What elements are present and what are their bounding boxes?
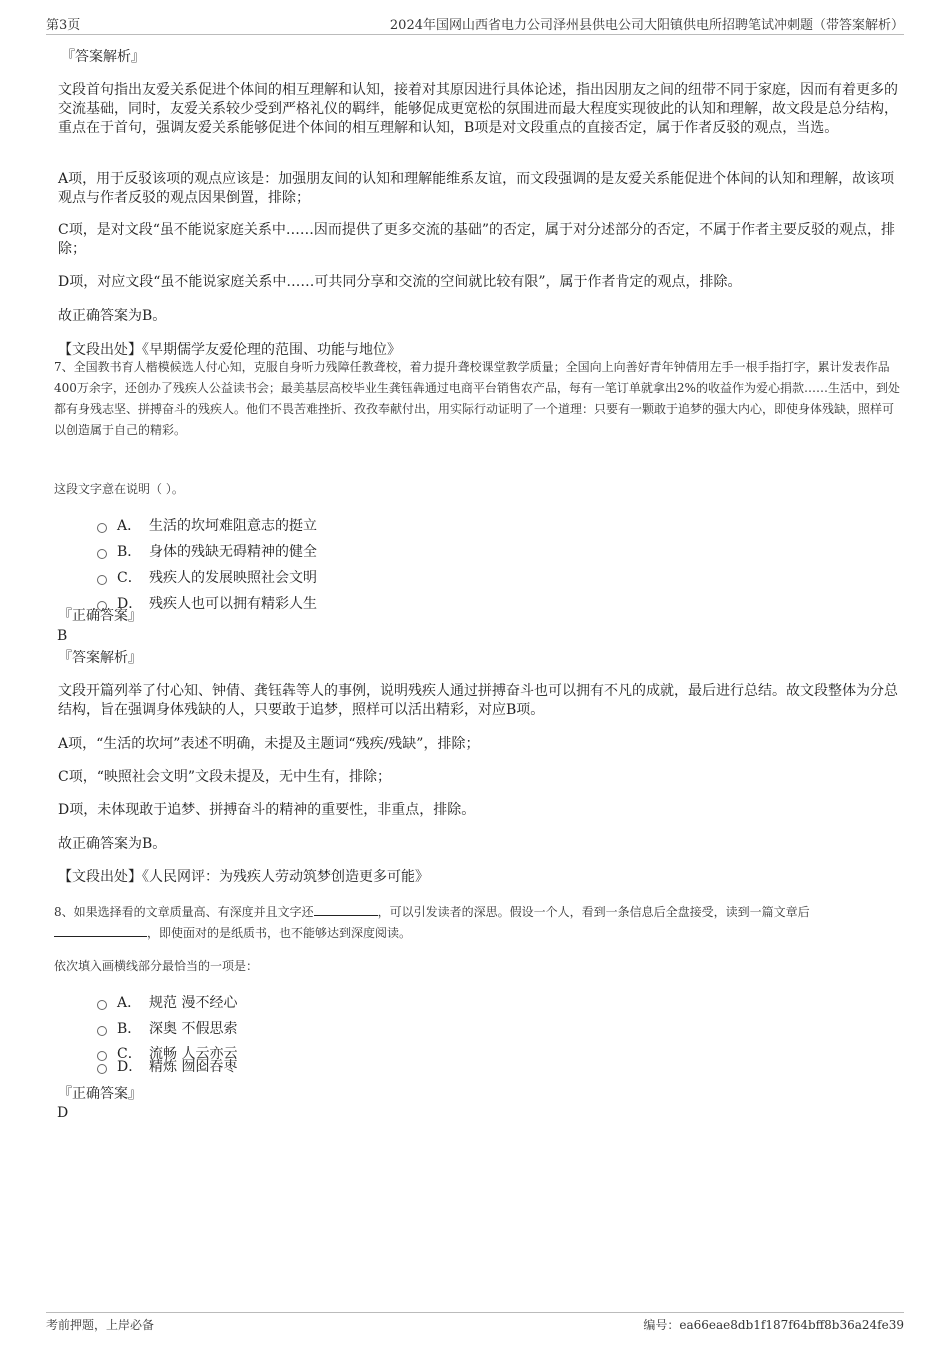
q7-option-d[interactable]: D． 残疾人也可以拥有精彩人生 — [97, 593, 317, 615]
q7-analysis-p4: D项，未体现敢于追梦、拼搏奋斗的精神的重要性，非重点，排除。 — [58, 802, 476, 818]
page-header — [46, 14, 904, 35]
page-footer — [46, 1312, 904, 1336]
q7-option-a[interactable]: A． 生活的坎坷难阻意志的挺立 — [97, 515, 317, 537]
q8-option-c[interactable]: C． 流畅 人云亦云 — [97, 1043, 237, 1065]
q6-analysis-p4: D项，对应文段“虽不能说家庭关系中……可共同分享和交流的空间就比较有限”，属于作者肯定的观点，排除。 — [58, 274, 742, 290]
radio-icon[interactable] — [97, 1000, 107, 1010]
q8-option-b[interactable]: B． 深奥 不假思索 — [97, 1018, 237, 1040]
radio-icon[interactable] — [97, 1026, 107, 1036]
q8-answer: D — [57, 1105, 69, 1121]
q7-analysis-p1: 文段开篇列举了付心知、钟倩、龚钰犇等人的事例，说明残疾人通过拼搏奋斗也可以拥有不凡的成就，最后进行总结。故文段整体为分总结构，旨在强调身体残缺的人，只要敢于追梦，照样可以活出精彩，对应B项。 — [58, 683, 898, 718]
document-title: 2024年国网山西省电力公司泽州县供电公司大阳镇供电所招聘笔试冲刺题（带答案解析） — [389, 18, 904, 33]
radio-icon[interactable] — [97, 575, 107, 585]
q7-option-c[interactable]: C． 残疾人的发展映照社会文明 — [97, 567, 317, 589]
footer-slogan: 考前押题，上岸必备 — [46, 1318, 155, 1332]
q7-analysis-p2: A项，“生活的坎坷”表述不明确，未提及主题词“残疾/残缺”，排除； — [58, 736, 480, 752]
radio-icon[interactable] — [97, 549, 107, 559]
q8-option-d[interactable]: D． 精炼 囫囵吞枣 — [97, 1056, 237, 1078]
radio-icon[interactable] — [97, 1064, 107, 1074]
q7-question: 这段文字意在说明（ ）。 — [54, 482, 184, 496]
q7-answer: B — [57, 628, 68, 644]
q6-analysis-p3: C项，是对文段“虽不能说家庭关系中……因而提供了更多交流的基础”的否定，属于对分述部分的否定，不属于作者主要反驳的观点，排除； — [58, 222, 896, 257]
q8-stem: 8、如果选择看的文章质量高、有深度并且文字还 ，可以引发读者的深思。假设一个人，看到一条信息后全盘接受，读到一篇文章后 ，即使面对的是纸质书，也不能够达到深度阅读。 — [54, 905, 810, 940]
document-id: 编号：ea66eae8db1f187f64bff8b36a24fe39 — [643, 1318, 904, 1332]
blank-2 — [54, 926, 147, 937]
q6-conclusion: 故正确答案为B。 — [58, 308, 167, 324]
q7-answer-label: 『正确答案』 — [58, 608, 142, 624]
q6-analysis-label: 『答案解析』 — [61, 49, 145, 65]
blank-1 — [314, 905, 378, 916]
q7-analysis-p3: C项，“映照社会文明”文段未提及，无中生有，排除； — [58, 769, 392, 785]
q8-option-a[interactable]: A． 规范 漫不经心 — [97, 992, 237, 1014]
q7-conclusion: 故正确答案为B。 — [58, 836, 167, 852]
q8-question: 依次填入画横线部分最恰当的一项是： — [54, 959, 259, 973]
q7-option-b[interactable]: B． 身体的残缺无碍精神的健全 — [97, 541, 317, 563]
q6-analysis-p1: 文段首句指出友爱关系促进个体间的相互理解和认知，接着对其原因进行具体论述，指出因朋友之间的纽带不同于家庭，因而有着更多的交流基础，同时，友爱关系较少受到严格礼仪的羁绊，能够促成更宽松的氛围进而最大程度实现彼此的认知和理解，故文段是总分结构，重点在于首句，强调友爱关系能够促进个体间的相互理解和认知，B项是对文段重点的直接否定，属于作者反驳的观点，当选。 — [58, 82, 898, 136]
radio-icon[interactable] — [97, 523, 107, 533]
q7-source: 【文段出处】《人民网评：为残疾人劳动筑梦创造更多可能》 — [58, 869, 429, 885]
q7-stem: 7、全国教书育人楷模候选人付心知，克服自身听力残障任教聋校，着力提升聋校课堂教学质量；全国向上向善好青年钟倩用左手一根手指打字，累计发表作品400万余字，还创办了残疾人公益读书会；最美基层高校毕业生龚钰犇通过电商平台销售农产品，每有一笔订单就拿出2%的收益作为爱心捐款……生活中，到处都有身残志坚、拼搏奋斗的残疾人。他们不畏苦难挫折、孜孜奉献付出，用实际行动证明了一个道理：只要有一颗敢于追梦的强大内心，即使身体残缺，照样可以创造属于自己的精彩。 — [54, 360, 900, 437]
q8-answer-label: 『正确答案』 — [58, 1086, 142, 1102]
q6-analysis-p2: A项，用于反驳该项的观点应该是：加强朋友间的认知和理解能维系友谊，而文段强调的是友爱关系能促进个体间的认知和理解，故该项观点与作者反驳的观点因果倒置，排除； — [58, 171, 895, 206]
q7-analysis-label: 『答案解析』 — [58, 650, 142, 666]
page-number: 第3页 — [46, 18, 81, 33]
q6-source: 【文段出处】《早期儒学友爱伦理的范围、功能与地位》 — [58, 342, 401, 358]
